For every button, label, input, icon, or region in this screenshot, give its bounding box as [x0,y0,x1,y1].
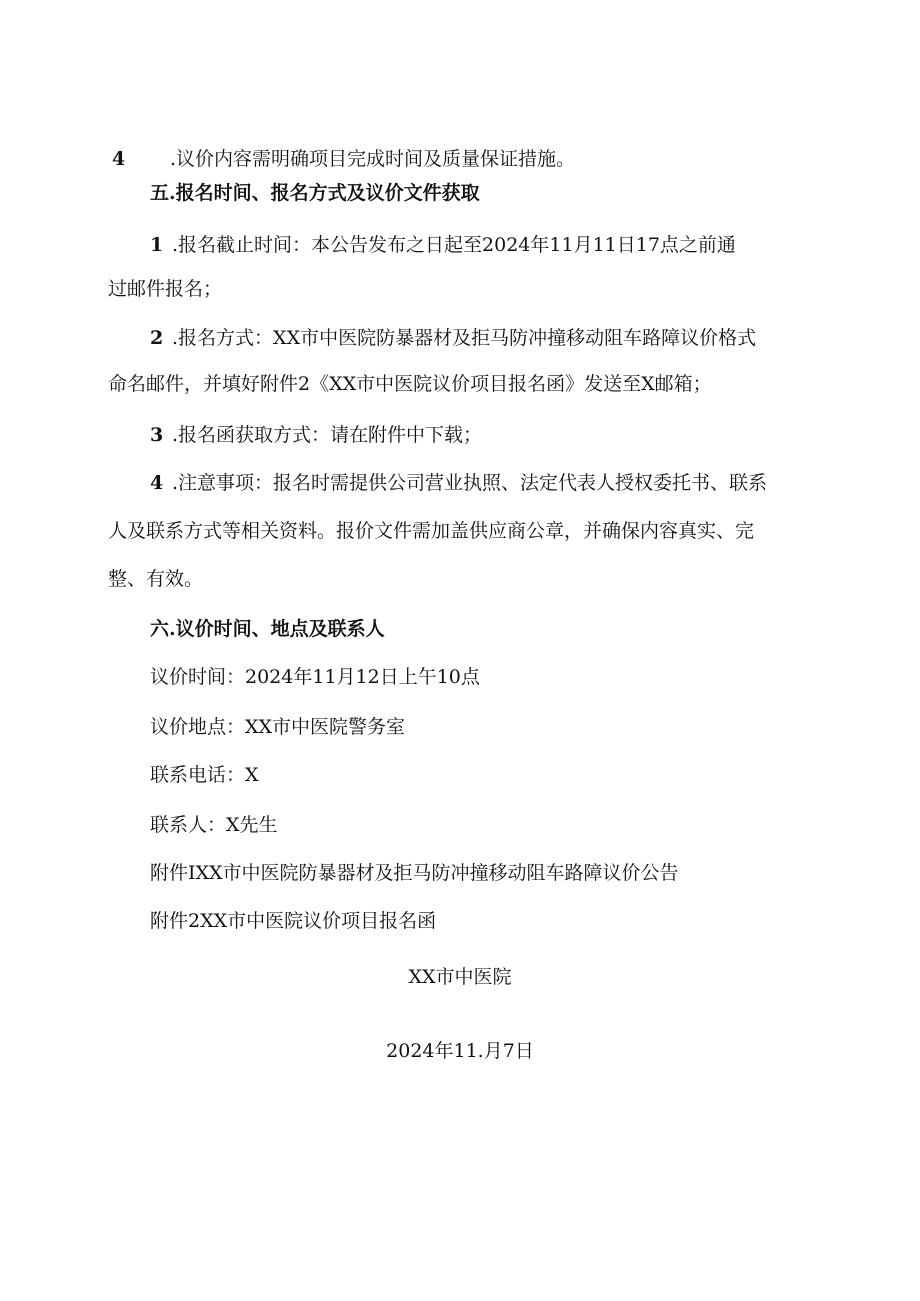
section5-item4-line3: 整、有效。 [108,568,204,590]
section5-item3-line1 [150,422,482,448]
item-number: 2 [150,327,164,349]
section5-item1-line1 [150,232,736,258]
section4-item4 [112,146,575,172]
item-number: 3 [150,424,164,446]
section5-item2-line1 [150,325,756,351]
section6-heading: 六.议价时间、地点及联系人 [150,618,385,640]
section5-heading: 五.报名时间、报名方式及议价文件获取 [150,182,480,204]
contact-person: 联系人：X先生 [150,814,278,836]
item-text: .报名函获取方式：请在附件中下载； [172,424,483,446]
section5-item2-line2: 命名邮件，并填好附件2《XX市中医院议价项目报名函》发送至X邮箱； [108,373,712,395]
item-number: 4 [150,472,164,494]
section5-item4-line2: 人及联系方式等相关资料。报价文件需加盖供应商公章，并确保内容真实、完 [108,520,755,542]
section5-item1-line2: 过邮件报名； [108,278,223,300]
attachment-1: 附件IXX市中医院防暴器材及拒马防冲撞移动阻车路障议价公告 [150,862,679,884]
section5-item4-line1 [150,470,767,496]
contact-phone: 联系电话：X [150,764,259,786]
signature-date: 2024年11.月7日 [386,1040,534,1062]
item-text: .议价内容需明确项目完成时间及质量保证措施。 [170,148,576,170]
signature-org: XX市中医院 [408,966,512,988]
item-number: 1 [150,234,164,256]
item-number: 4 [112,148,126,170]
attachment-2: 附件2XX市中医院议价项目报名函 [150,910,437,932]
item-text: .报名方式：XX市中医院防暴器材及拒马防冲撞移动阻车路障议价格式 [172,327,757,349]
item-text: .报名截止时间：本公告发布之日起至2024年11月11日17点之前通 [172,234,736,256]
item-text: .注意事项：报名时需提供公司营业执照、法定代表人授权委托书、联系 [172,472,768,494]
bid-place: 议价地点：XX市中医院警务室 [150,716,406,738]
bid-time: 议价时间：2024年11月12日上午10点 [150,666,480,688]
